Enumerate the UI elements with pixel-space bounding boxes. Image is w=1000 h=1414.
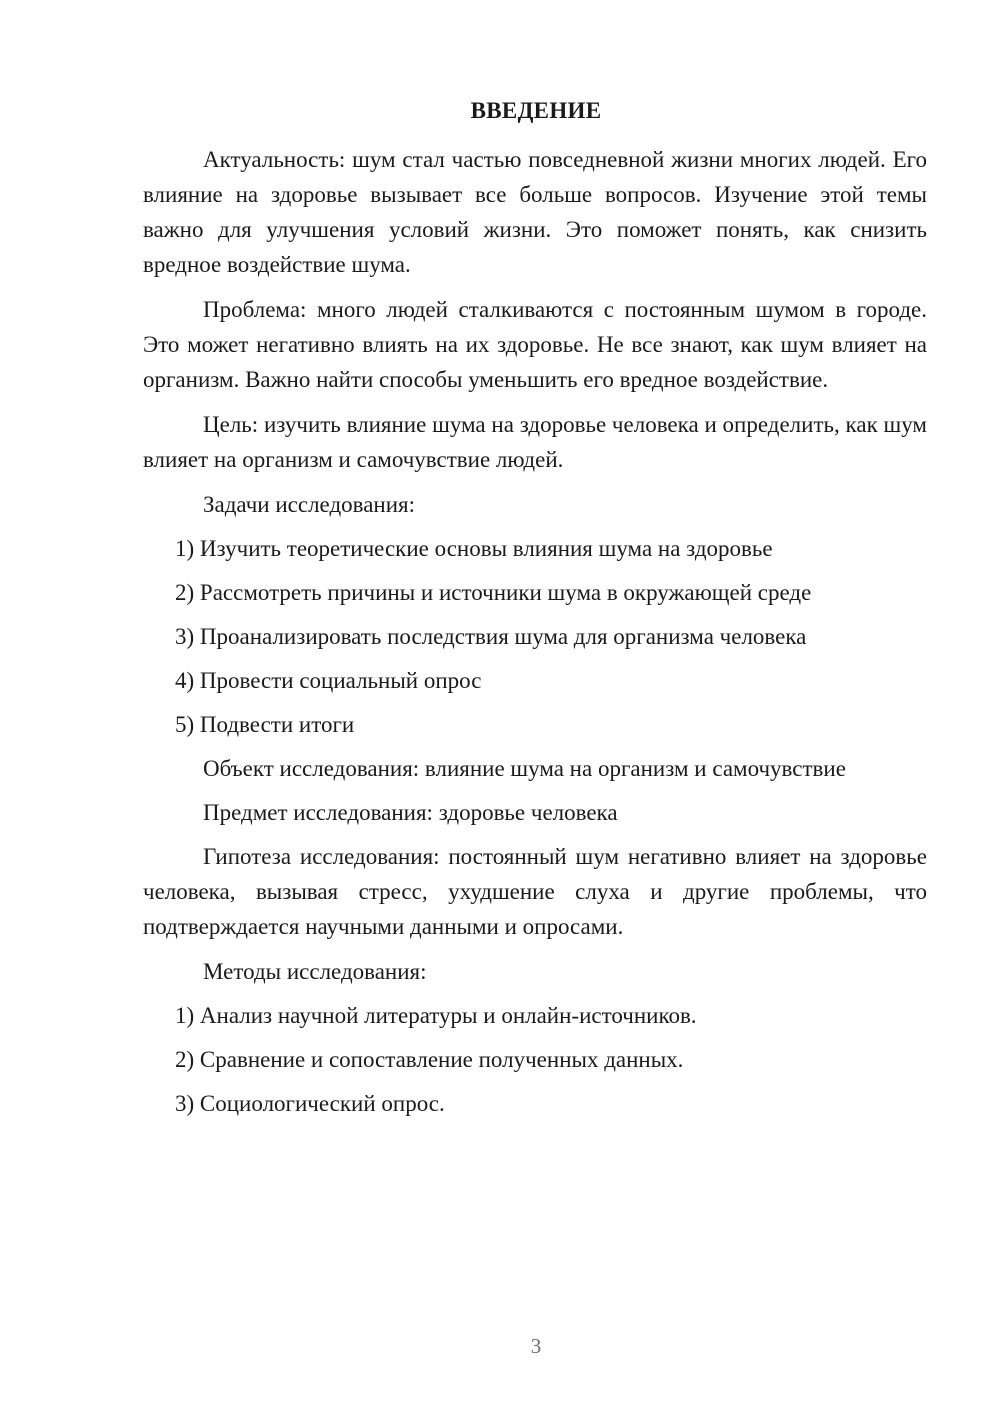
subject-paragraph: Предмет исследования: здоровье человека	[203, 800, 618, 825]
method-item: 2) Сравнение и сопоставление полученных данных.	[175, 1047, 684, 1072]
method-item: 1) Анализ научной литературы и онлайн-источников.	[175, 1003, 697, 1028]
problem-paragraph: Проблема: много людей сталкиваются с постоянным шумом в городе. Это может негативно влиять на их здоровье. Не все знают, как шум влияет на организм. Важно найти способы уменьшить его вредное воздействие.	[143, 297, 927, 392]
task-item: 5) Подвести итоги	[175, 712, 355, 737]
methods-heading: Методы исследования:	[203, 959, 427, 984]
hypothesis-paragraph: Гипотеза исследования: постоянный шум негативно влияет на здоровье человека, вызывая стресс, ухудшение слуха и другие проблемы, что подтверждается научными данными и опросами.	[143, 844, 927, 939]
document-body	[143, 142, 927, 1121]
tasks-heading: Задачи исследования:	[203, 492, 416, 517]
relevance-paragraph: Актуальность: шум стал частью повседневной жизни многих людей. Его влияние на здоровье вызывает все больше вопросов. Изучение этой темы важно для улучшения условий жизни. Это поможет понять, как снизить вредное воздействие шума.	[143, 147, 927, 277]
page-number: 3	[530, 1334, 542, 1358]
object-paragraph: Объект исследования: влияние шума на организм и самочувствие	[203, 756, 846, 781]
task-item: 2) Рассмотреть причины и источники шума в окружающей среде	[175, 580, 812, 605]
task-item: 1) Изучить теоретические основы влияния шума на здоровье	[175, 536, 773, 561]
task-item: 3) Проанализировать последствия шума для организма человека	[175, 624, 807, 649]
method-item: 3) Социологический опрос.	[175, 1091, 445, 1116]
task-item: 4) Провести социальный опрос	[175, 668, 482, 693]
goal-paragraph: Цель: изучить влияние шума на здоровье человека и определить, как шум влияет на организм и самочувствие людей.	[143, 412, 927, 472]
section-title: ВВЕДЕНИЕ	[470, 98, 602, 123]
